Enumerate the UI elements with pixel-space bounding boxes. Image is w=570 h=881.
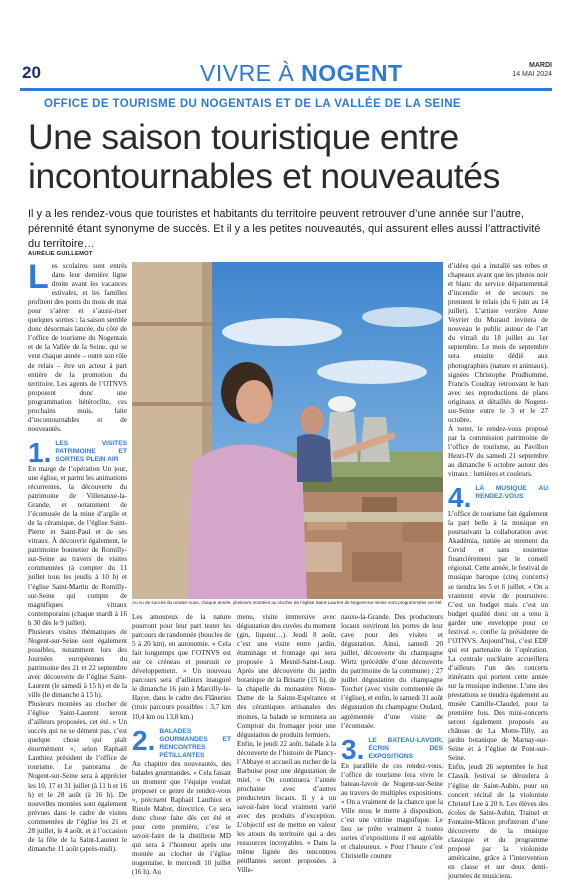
paragraph: L’office de tourisme fait également la part belle à la musique en poursuivant la collaboration avec Akadémia, initiée au moment du Covid et sans soutenue financièrement par le conseil régional. Cette année, le festival de musique baroque (cinq concerts) se tiendra les 5 et 6 juillet. « On a vraiment envie de poursuivre. C’est un budget mais c’est un budget qualité donc on a tenu à garder une enveloppe pour ce festival », confie la présidente de l’OTNVS. Aujourd’hui, c’est EDF qui est partenaire de l’opération. La centrale nucléaire accueillera d’ailleurs l’un des concerts itinérants qui portent cette année sur la musique indienne. L’une des prestations se tiendra également au musée Camille-Claudel, pour la première fois. Des mini-concerts seront également proposés au château de La Motte-Tilly, au jardin botanique de Marnay-sur-Seine et à l’église de Pont-sur-Seine.	[448, 510, 548, 763]
rubric-prefix: VIVRE À	[200, 60, 295, 86]
paragraph: Enfin, le jeudi 22 août, balade à la découverte de l’histoire de Plancy-l’Abbaye et accueil au rucher de la Barbuise pour une dégustation de miel. « On continuera l’année prochaine avec d’autres producteurs locaux. Il y a un savoir-faire local vraiment varié avec des produits d’exception. L’objectif est de mettre en valeur les atouts du territoire qui a des ressources incroyables. » Dans la même lignée des rencontres pétillantes seront proposées à Ville-	[237, 739, 336, 875]
section-title-3: LE BATEAU-LAVOIR, ÉCRIN DES EXPOSITIONS	[368, 736, 443, 760]
rubric-city: NOGENT	[301, 60, 403, 86]
section-rubric	[200, 60, 403, 87]
paragraph: En marge de l’opération Un jour, une église, et parmi les animations récurrentes, la découverte du patrimoine de Villenauxe-la-Grande, et notamment de l’écomusée de la mine d’argile et de la céramique, de l’église Saint-Pierre et Saint-Paul et de ses vitraux. À découvrir également, le patrimoine bonnetier de Romilly-sur-Seine au travers de visites commentées (à compter du 11 juillet tous les jeudis à 10 h) et l’église Saint-Martin de Romilly-sur-Seine qui compte de magnifiques vitraux contemporains (chaque mardi à 16 h 30 dès le 9 juillet).	[28, 464, 127, 627]
section-number-2: 2.	[132, 724, 156, 756]
column-1	[28, 258, 127, 853]
column-2	[132, 613, 231, 877]
article-author: AURÉLIE GUILLEMOT	[28, 251, 93, 257]
column-5	[448, 262, 548, 880]
page-number: 20	[22, 63, 41, 82]
issue-date	[512, 61, 552, 79]
paragraph: Enfin, jeudi 26 septembre le Just Classik festival se déroulera à l’église de Saint-Aubin, pour un concert récital de la violoniste Christel Lee à 20 h. Les élèves des écoles de Saint-Aubin, Trainel et Fontaine-Mâcon profiteront d’une découverte de la musique classique et du programme proposé par la violoniste américaine, grâce à l’intervention en classe et sur deux demi-journées de musiciens.	[448, 763, 548, 880]
paragraph: d’idées qui a installé ses robes et chapeaux avant que les photos noir et blanc du service départemental d’incendie et de secours ne prennent le relais (du 6 juin au 14 juillet). L’artiste verrière Anne Veyrier du Muraud invitera de nouveau le public autour de l’art du vitrail du 18 juillet au 1er septembre. Le mois de septembre sera ensuite dédié aux photographies (nature et animaux), signées Christophe Prudhomme, Francis Coudray retrouvant le ban avec ses reproductions de plans originaux et détaillés de Nogent-sur-Seine entre le 3 et le 27 octobre.	[448, 262, 548, 424]
photo-caption: Au vu de succès du rendez-vous, chaque année, plusieurs montées au clocher de l’église Saint-Laurent de Nogent-sur-Seine sont programmées cet été.	[132, 600, 443, 605]
paragraph: nauxe-la-Grande. Des producteurs locaux ouvriront les portes de leur cave pour des visites et dégustation. Ainsi, samedi 20 juillet, découverte du champagne Wirtz (précédée d’une découverte du patrimoine de la commune) ; 27 juillet dégustation du champagne Torchet (avec visite commentée de l’église), et enfin, le samedi 31 août dégustation du champagne Oudard, agrémentée d’une visite de l’écomusée.	[341, 613, 443, 730]
column-3	[237, 613, 336, 875]
section-number-3: 3.	[341, 733, 365, 765]
belfry-view-image	[132, 262, 443, 599]
issue-full-date: 14 MAI 2024	[512, 71, 552, 78]
article-lead: Il y a les rendez-vous que touristes et habitants du territoire peuvent retrouver d’une année sur l’autre, pérennité étant synonyme de succès. Et il y a les petites nouveautés, qui assurent elles aussi l’attractivité du territoire…	[28, 208, 541, 250]
paragraph: menu, visite immersive avec dégustation des cuvées du moment (gin, liqueur…). Jeudi 8 août, c’est une visite entre jardin, étuminage et fromage qui sera proposée à Mesnil-Saint-Loup. Après une découverte du jardin botanique de la Brisatte (15 h), de la chapelle du monastère Notre-Dame de la Sainte-Espérance et des céramiques artisanales des moines, la balade se terminera au Comptoir du fromager pour une dégustation de produits fermiers.	[237, 613, 336, 739]
intro-paragraph: es scolaires sont entrés dans leur dernière ligne droite avant les vacances estivales, et les familles profitent des ponts du mois de mai pour s’aérer et s’aussi-riser quelques sorties : la saison semble donc désormais lancée, du côté de l’office de tourisme du Nogentais et de la Vallée de la Seine, qui se veut chaque année – outre son rôle de relais – être un acteur à part entière de la promotion du territoire. Les agents de l’OTNVS proposent donc une programmation hétéroclite, ces prochains mois, faite d’incontournables et de nouveautés.	[28, 262, 127, 433]
article-kicker: OFFICE DE TOURISME DU NOGENTAIS ET DE LA VALLÉE DE LA SEINE	[44, 98, 461, 110]
column-4	[341, 613, 443, 861]
headline-line-1: Une saison touristique entre	[28, 117, 459, 157]
issue-day: MARDI	[529, 62, 552, 69]
paragraph: Plusieurs visites thématiques de Nogent-sur-Seine sont également possibles, notamment lors des Journées européennes du patrimoine des 21 et 22 septembre avec découverte de l’église Saint-Laurent (le samedi à 15 h) et de la ville (le dimanche à 15 h).	[28, 627, 127, 700]
headline-line-2: incontournables et nouveautés	[28, 156, 500, 196]
paragraph: Au chapitre des nouveautés, des balades gourmandes. « Cela faisait un moment que l’équipe voulait proposer ce genre de rendez-vous », précisent Raphaël Lanthiez et Rieule Mabot, directrice. Ce sera donc chose faite dès cet été et pour cette première, c’est le savoir-faire de la distillerie MD qui sera à l’honneur après une montée au clocher de l’église nogentaise, le mercredi 10 juillet (16 h). Au	[132, 759, 231, 877]
section-number-4: 4.	[448, 482, 472, 514]
paragraph: Plusieurs montées au clocher de l’église Saint-Laurent seront d’ailleurs proposées, cet été. « Un succès qui ne se dément pas, c’est quelque chose qui plaît énormément », selon Raphaël Lanthiez président de l’office de tourisme. Le panorama de Nogent-sur-Seine sera à apprécier les 10, 17 et 31 juillet (à 11 h et 16 h) et le 28 août (à 16 h). De nouvelles montées sont également prévues dans le cadre de visites commentées de l’église les 21 et 28 juillet, le 4 août, et à l’occasion de la fête de la Saint-Laurent le dimanche 11 août (après-midi).	[28, 700, 127, 853]
section-title-4: LA MUSIQUE AU RENDEZ-VOUS	[475, 485, 548, 501]
paragraph: Les amoureux de la nature pourront pour leur part tester les parcours de randonnée (boucles de 5 à 20 km), en autonomie. « Cela fait longtemps que l’OTNVS est sur ce créneau et poursuit ce développement. » Un nouveau parcours sera d’ailleurs inauguré le dimanche 16 juin à Marcilly-le-Hayer, dans le cadre des Flâneries (trois parcours possibles : 3,7 km 10,4 km ou 13,8 km.)	[132, 613, 231, 721]
section-number-1: 1.	[28, 436, 52, 468]
section-title-2: BALADES GOURMANDES ET RENCONTRES PÉTILLANTES	[159, 727, 231, 759]
paragraph: En parallèle de ces rendez-vous, l’office de tourisme fera vivre le bateau-lavoir de Nogent-sur-Seine au travers de multiples expositions. « On a vraiment de la chance que la Ville nous le mette à disposition, c’est une vitrine magnifique. Le lieu se prête vraiment à toutes sortes d’expositions il est agréable et chaleureux. » Pour l’heure c’est Christelle couture	[341, 761, 443, 861]
paragraph: À noter, le rendez-vous proposé par la commission patrimoine de l’office de tourisme, au Pavillon Henri-IV du samedi 21 septembre au dimanche 6 octobre autour des vitraux : lumières et couleurs.	[448, 424, 548, 479]
article-photo	[132, 262, 443, 599]
article-headline	[28, 118, 548, 196]
header-divider	[20, 88, 552, 91]
section-title-1: LES VISITES PATRIMOINE ET SORTIES PLEIN AIR	[55, 439, 127, 463]
drop-cap: L	[28, 258, 49, 296]
